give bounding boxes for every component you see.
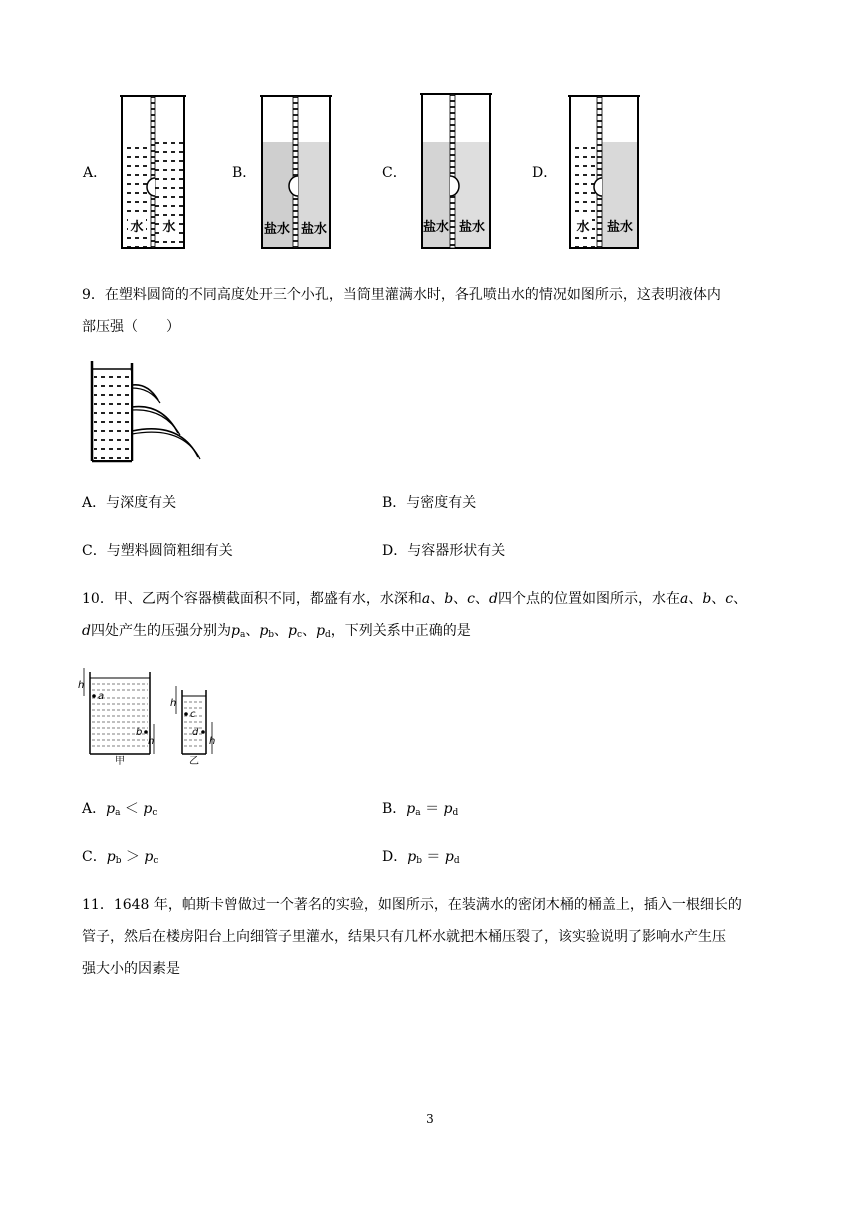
q9-figure-cylinder <box>84 355 204 465</box>
q10-option-b: B．$p_a = p_d$ <box>382 801 459 818</box>
q8-d-right-label: 盐水 <box>606 220 634 235</box>
q11-text-line3: 强大小的因素是 <box>82 961 180 977</box>
q8-d-left-label: 水 <box>576 220 590 235</box>
q10-h-label-d: h <box>209 736 216 747</box>
q9-option-a: A．与深度有关 <box>82 495 177 511</box>
q10-figure-containers <box>76 664 226 768</box>
q8-figure-a <box>118 90 188 250</box>
q10-point-d: d <box>192 727 199 738</box>
q8-a-left-label: 水 <box>130 220 144 235</box>
q10-option-a: A．$p_a < p_c$ <box>82 801 158 818</box>
q10-point-a: a <box>98 691 105 702</box>
q8-figure-b <box>258 90 334 250</box>
q9-option-b: B．与密度有关 <box>382 495 477 511</box>
q10-h-label-c: h <box>170 698 177 709</box>
q8-c-left-label: 盐水 <box>422 220 450 235</box>
q8-option-d-label: D． <box>532 165 558 181</box>
q8-figure-c <box>418 88 494 252</box>
q10-point-b: b <box>136 727 143 738</box>
q8-figure-d <box>566 90 642 250</box>
q9-text-line2: 部压强（ ） <box>82 319 180 335</box>
q10-point-c: c <box>190 709 196 720</box>
q8-c-right-label: 盐水 <box>458 220 486 235</box>
q8-option-b-label: B． <box>232 165 257 181</box>
q10-option-c: C．$p_b > p_c$ <box>82 849 159 866</box>
q10-text-line2: d四处产生的压强分别为$p_a$、$p_b$、$p_c$、$p_d$，下列关系中正确的是 <box>82 623 471 640</box>
q9-text-line1: 9．在塑料圆筒的不同高度处开三个小孔，当筒里灌满水时，各孔喷出水的情况如图所示，这表明液体内 <box>82 287 721 303</box>
q10-label-yi: 乙 <box>189 756 199 767</box>
q8-b-right-label: 盐水 <box>300 222 328 237</box>
q10-text-line1: 10．甲、乙两个容器横截面积不同，都盛有水，水深和a、b、c、d四个点的位置如图所示，水在a、b、c、 <box>82 591 748 607</box>
q10-h-label-a: h <box>78 680 85 691</box>
page-number: 3 <box>426 1112 434 1126</box>
q8-a-right-label: 水 <box>162 220 176 235</box>
q8-b-left-label: 盐水 <box>263 222 291 237</box>
q11-text-line2: 管子，然后在楼房阳台上向细管子里灌水，结果只有几杯水就把木桶压裂了，该实验说明了影响水产生压 <box>82 929 726 945</box>
q9-option-d: D．与容器形状有关 <box>382 543 506 559</box>
q10-option-d: D．$p_b = p_d$ <box>382 849 460 866</box>
q9-option-c: C．与塑料圆筒粗细有关 <box>82 543 233 559</box>
q10-label-jia: 甲 <box>115 756 125 767</box>
q10-h-label-b: h <box>148 736 155 747</box>
q8-option-c-label: C． <box>382 165 407 181</box>
q8-option-a-label: A． <box>83 165 108 181</box>
q11-text-line1: 11．1648 年，帕斯卡曾做过一个著名的实验，如图所示，在装满水的密闭木桶的桶盖上，插入一根细长的 <box>82 897 742 913</box>
